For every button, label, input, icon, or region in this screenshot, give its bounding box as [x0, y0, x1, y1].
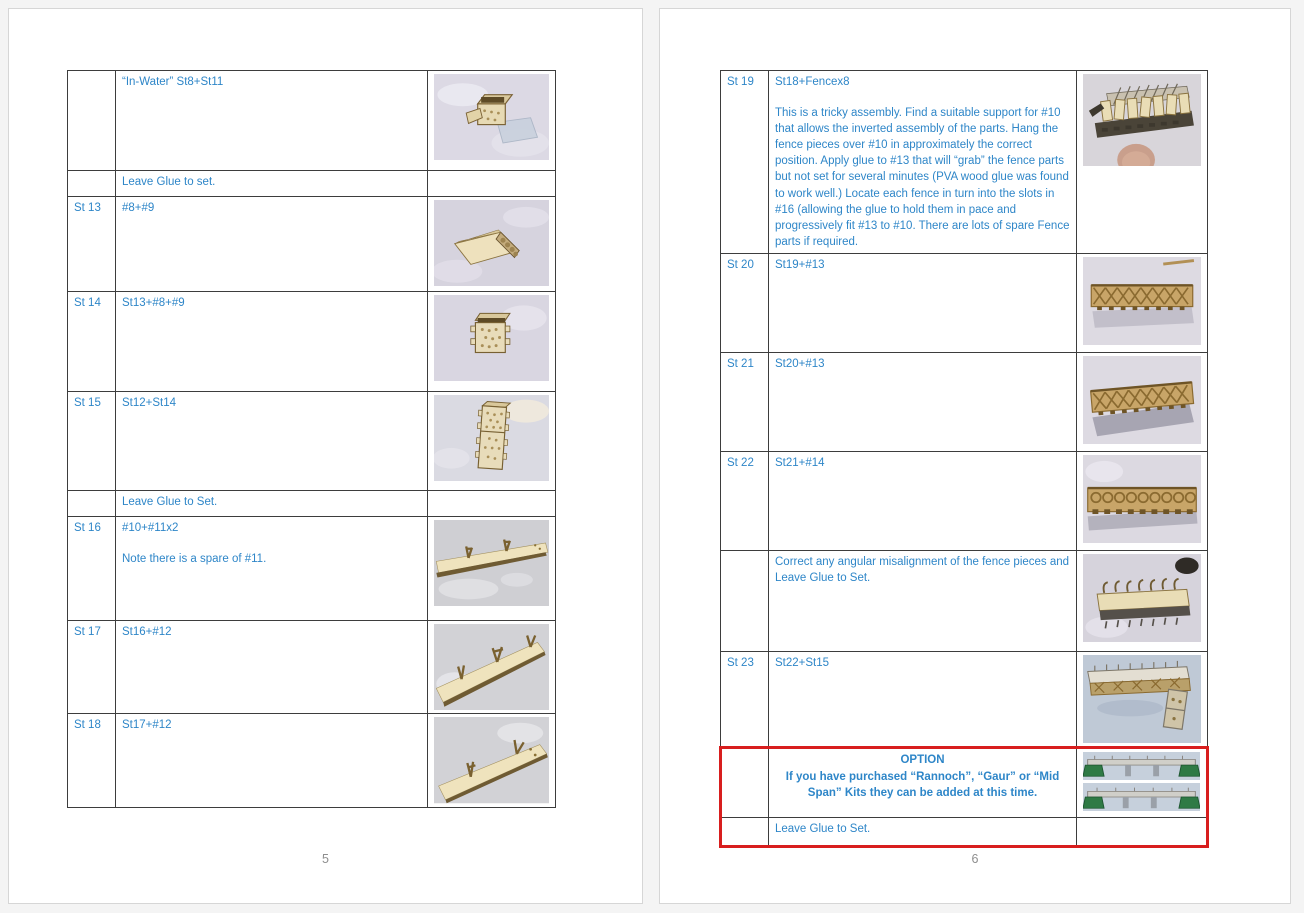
- description-cell: [769, 550, 1077, 651]
- option-text: If you have purchased “Rannoch”, “Gaur” or “Mid Span” Kits they can be added at this time.: [785, 770, 1060, 799]
- step-cell: [68, 71, 116, 171]
- description-cell: [116, 71, 428, 171]
- description-cell: [769, 451, 1077, 550]
- description-text: #8+#9: [122, 202, 155, 214]
- photo-cell: [428, 714, 556, 807]
- description-text: Correct any angular misalignment of the fence pieces and Leave Glue to Set.: [775, 555, 1070, 585]
- photo-cell-empty: [1077, 818, 1208, 847]
- table-row: [68, 171, 556, 197]
- photo-cell: [428, 392, 556, 491]
- photo-in-water-assembly: [434, 74, 549, 160]
- step-cell: St 16: [68, 517, 116, 621]
- step-cell: St 19: [721, 71, 769, 254]
- photo-cell: [428, 292, 556, 392]
- instruction-paragraph: This is a tricky assembly. Find a suitable support for #10 that allows the inverted assembly of the parts. Hang the fence pieces over #10 in approximately the correct position. Apply glue to #13 that will “grab” the fence parts but not set for several minutes (PVA wood glue was found to work well.) Locate each fence in turn into the slots in #16 (allowing the glue to hold them in pace and progressively fit #13 to #10. There are lots of spare Fence parts if required.: [775, 107, 1070, 248]
- step-cell: [721, 550, 769, 651]
- description-text: Leave Glue to set.: [122, 176, 216, 188]
- photo-st22: [1083, 455, 1201, 544]
- step-cell: St 14: [68, 292, 116, 392]
- step-cell: [721, 748, 769, 818]
- photo-option-bridge-1: [1083, 752, 1200, 780]
- description-text: St21+#14: [775, 456, 825, 469]
- step-cell: St 15: [68, 392, 116, 491]
- description-cell: [769, 352, 1077, 451]
- table-row: [68, 292, 556, 392]
- photo-cell: [428, 517, 556, 621]
- photo-st17: [434, 624, 549, 710]
- photo-cell: [1077, 651, 1208, 748]
- photo-cell: [1077, 253, 1208, 352]
- description-cell: [116, 197, 428, 292]
- step-cell: St 18: [68, 714, 116, 807]
- page-number: 5: [322, 852, 329, 866]
- description-cell: [769, 253, 1077, 352]
- description-text: St16+#12: [122, 626, 172, 638]
- table-row: [721, 818, 1208, 847]
- description-cell: [116, 392, 428, 491]
- photo-st16: [434, 520, 549, 606]
- table-row: [68, 197, 556, 292]
- description-text: St17+#12: [122, 719, 172, 732]
- photo-st20: [1083, 257, 1201, 346]
- step-cell: St 17: [68, 621, 116, 714]
- table-row: [721, 451, 1208, 550]
- table-row: [721, 550, 1208, 651]
- photo-st15: [434, 395, 549, 481]
- step-cell: St 13: [68, 197, 116, 292]
- description-cell: [769, 71, 1077, 254]
- photo-st19: [1083, 74, 1201, 166]
- description-cell: [116, 517, 428, 621]
- table-row: [68, 71, 556, 171]
- assembly-steps-table-p6: [719, 70, 1209, 848]
- description-text: St22+St15: [775, 656, 830, 669]
- photo-cell-empty: [428, 491, 556, 517]
- description-text: St19+#13: [775, 258, 825, 271]
- photo-cell: [1077, 748, 1208, 818]
- step-cell: St 23: [721, 651, 769, 748]
- document-page-6: [659, 8, 1291, 904]
- photo-cell: [428, 71, 556, 171]
- photo-st23: [1083, 655, 1201, 744]
- photo-cell: [1077, 550, 1208, 651]
- description-text: Leave Glue to Set.: [122, 496, 218, 508]
- description-text: St13+#8+#9: [122, 297, 185, 309]
- assembly-steps-table-p5: [67, 70, 556, 808]
- photo-cell: [1077, 352, 1208, 451]
- description-text: “In-Water” St8+St11: [122, 76, 224, 88]
- option-title: OPTION: [900, 754, 945, 767]
- description-text: #10+#11x2: [122, 522, 179, 534]
- photo-cell: [1077, 71, 1208, 254]
- step-cell: [721, 818, 769, 847]
- description-text: St20+#13: [775, 357, 825, 370]
- table-row: [68, 517, 556, 621]
- table-row: [68, 392, 556, 491]
- photo-st18: [434, 717, 549, 803]
- option-cell: [769, 748, 1077, 818]
- description-cell: [116, 491, 428, 517]
- photo-st21: [1083, 356, 1201, 445]
- table-row: [68, 491, 556, 517]
- photo-option-bridge-2: [1083, 783, 1200, 811]
- step-cell: St 20: [721, 253, 769, 352]
- description-cell: [116, 714, 428, 807]
- photo-st14: [434, 295, 549, 381]
- table-row: [721, 253, 1208, 352]
- step-cell: [68, 491, 116, 517]
- step-cell: St 21: [721, 352, 769, 451]
- step-cell: St 22: [721, 451, 769, 550]
- photo-cell: [1077, 451, 1208, 550]
- photo-fence-alignment: [1083, 554, 1201, 643]
- table-row: [721, 71, 1208, 254]
- description-cell: [769, 818, 1077, 847]
- description-cell: [769, 651, 1077, 748]
- table-row: [721, 352, 1208, 451]
- table-row: [721, 651, 1208, 748]
- table-row: [721, 748, 1208, 818]
- step-cell: [68, 171, 116, 197]
- description-text: St12+St14: [122, 397, 177, 409]
- description-text: Leave Glue to Set.: [775, 823, 871, 836]
- page-number: 6: [971, 852, 979, 866]
- table-row: [68, 714, 556, 807]
- table-row: [68, 621, 556, 714]
- description-text: St18+Fencex8: [775, 76, 850, 88]
- description-cell: [116, 171, 428, 197]
- description-cell: [116, 621, 428, 714]
- photo-cell: [428, 621, 556, 714]
- description-cell: [116, 292, 428, 392]
- photo-cell-empty: [428, 171, 556, 197]
- photo-st13: [434, 200, 549, 286]
- photo-cell: [428, 197, 556, 292]
- note-text: Note there is a spare of #11.: [122, 553, 267, 566]
- document-page-5: [8, 8, 643, 904]
